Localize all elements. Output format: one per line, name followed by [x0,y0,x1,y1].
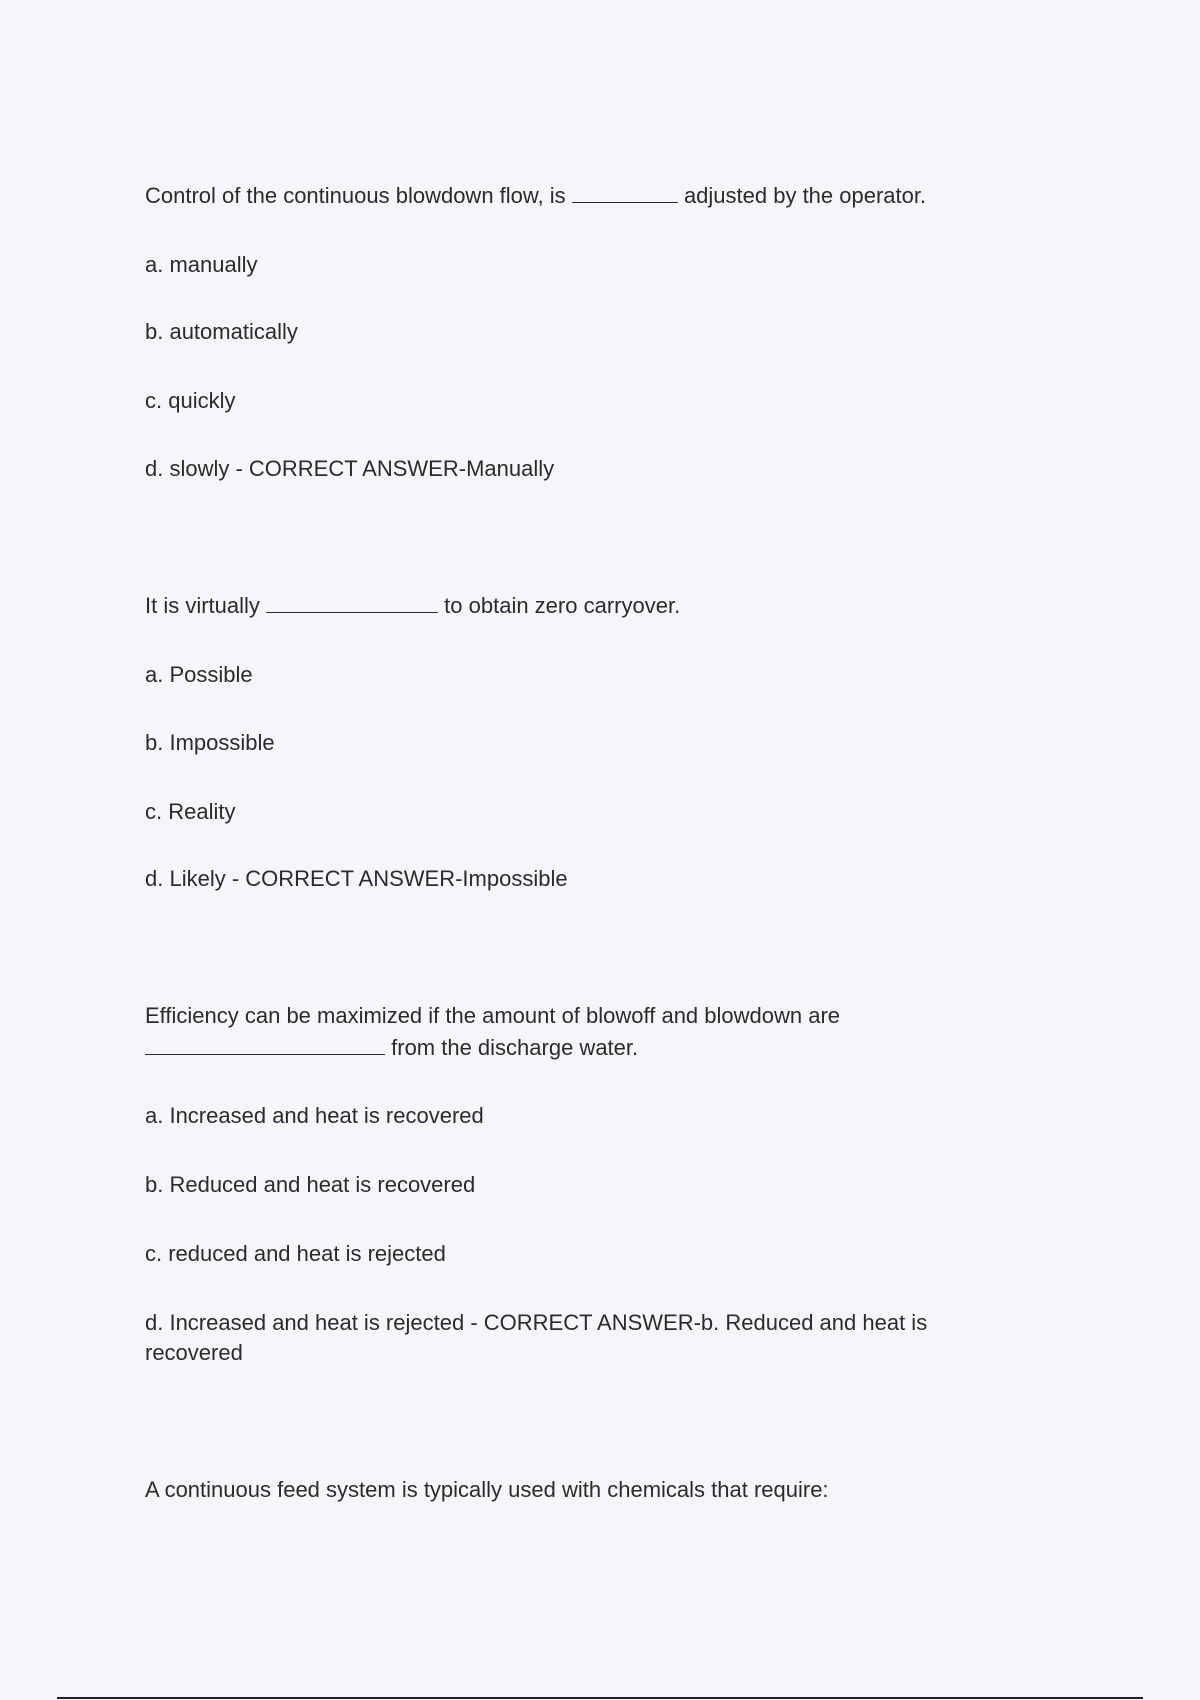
question-1-stem-after: adjusted by the operator. [683,183,927,208]
question-2-option-a: a. Possible [145,662,253,687]
question-2-stem [145,590,680,622]
question-2-option-d: d. Likely - CORRECT ANSWER-Impossible [145,866,568,891]
question-3-stem-after: from the discharge water. [391,1035,639,1060]
question-1-stem-before: Control of the continuous blowdown flow, is [145,183,566,208]
question-2-option-c: c. Reality [145,799,236,824]
answer-blank [572,182,678,203]
question-3-option-b: b. Reduced and heat is recovered [145,1172,476,1197]
question-3-stem-line-2 [145,1032,638,1064]
question-2-stem-before: It is virtually [145,593,260,618]
question-1-option-d: d. slowly - CORRECT ANSWER-Manually [145,456,555,481]
question-3-option-c: c. reduced and heat is rejected [145,1241,446,1266]
answer-blank [266,592,438,613]
question-2-stem-after: to obtain zero carryover. [444,593,681,618]
question-3-option-d-continued: recovered [145,1340,243,1365]
question-3-option-d: d. Increased and heat is rejected - CORRECT ANSWER-b. Reduced and heat is [145,1310,928,1335]
question-3-stem-line-1: Efficiency can be maximized if the amount of blowoff and blowdown are [145,1003,841,1028]
question-1-option-c: c. quickly [145,388,236,413]
answer-blank [145,1034,385,1055]
question-2-option-b: b. Impossible [145,730,275,755]
question-1-option-a: a. manually [145,252,258,277]
question-1-option-b: b. automatically [145,319,298,344]
question-4-stem: A continuous feed system is typically used with chemicals that require: [145,1477,829,1502]
page-bottom-rule [57,1697,1143,1699]
question-3-option-a: a. Increased and heat is recovered [145,1103,484,1128]
question-1-stem [145,180,926,212]
